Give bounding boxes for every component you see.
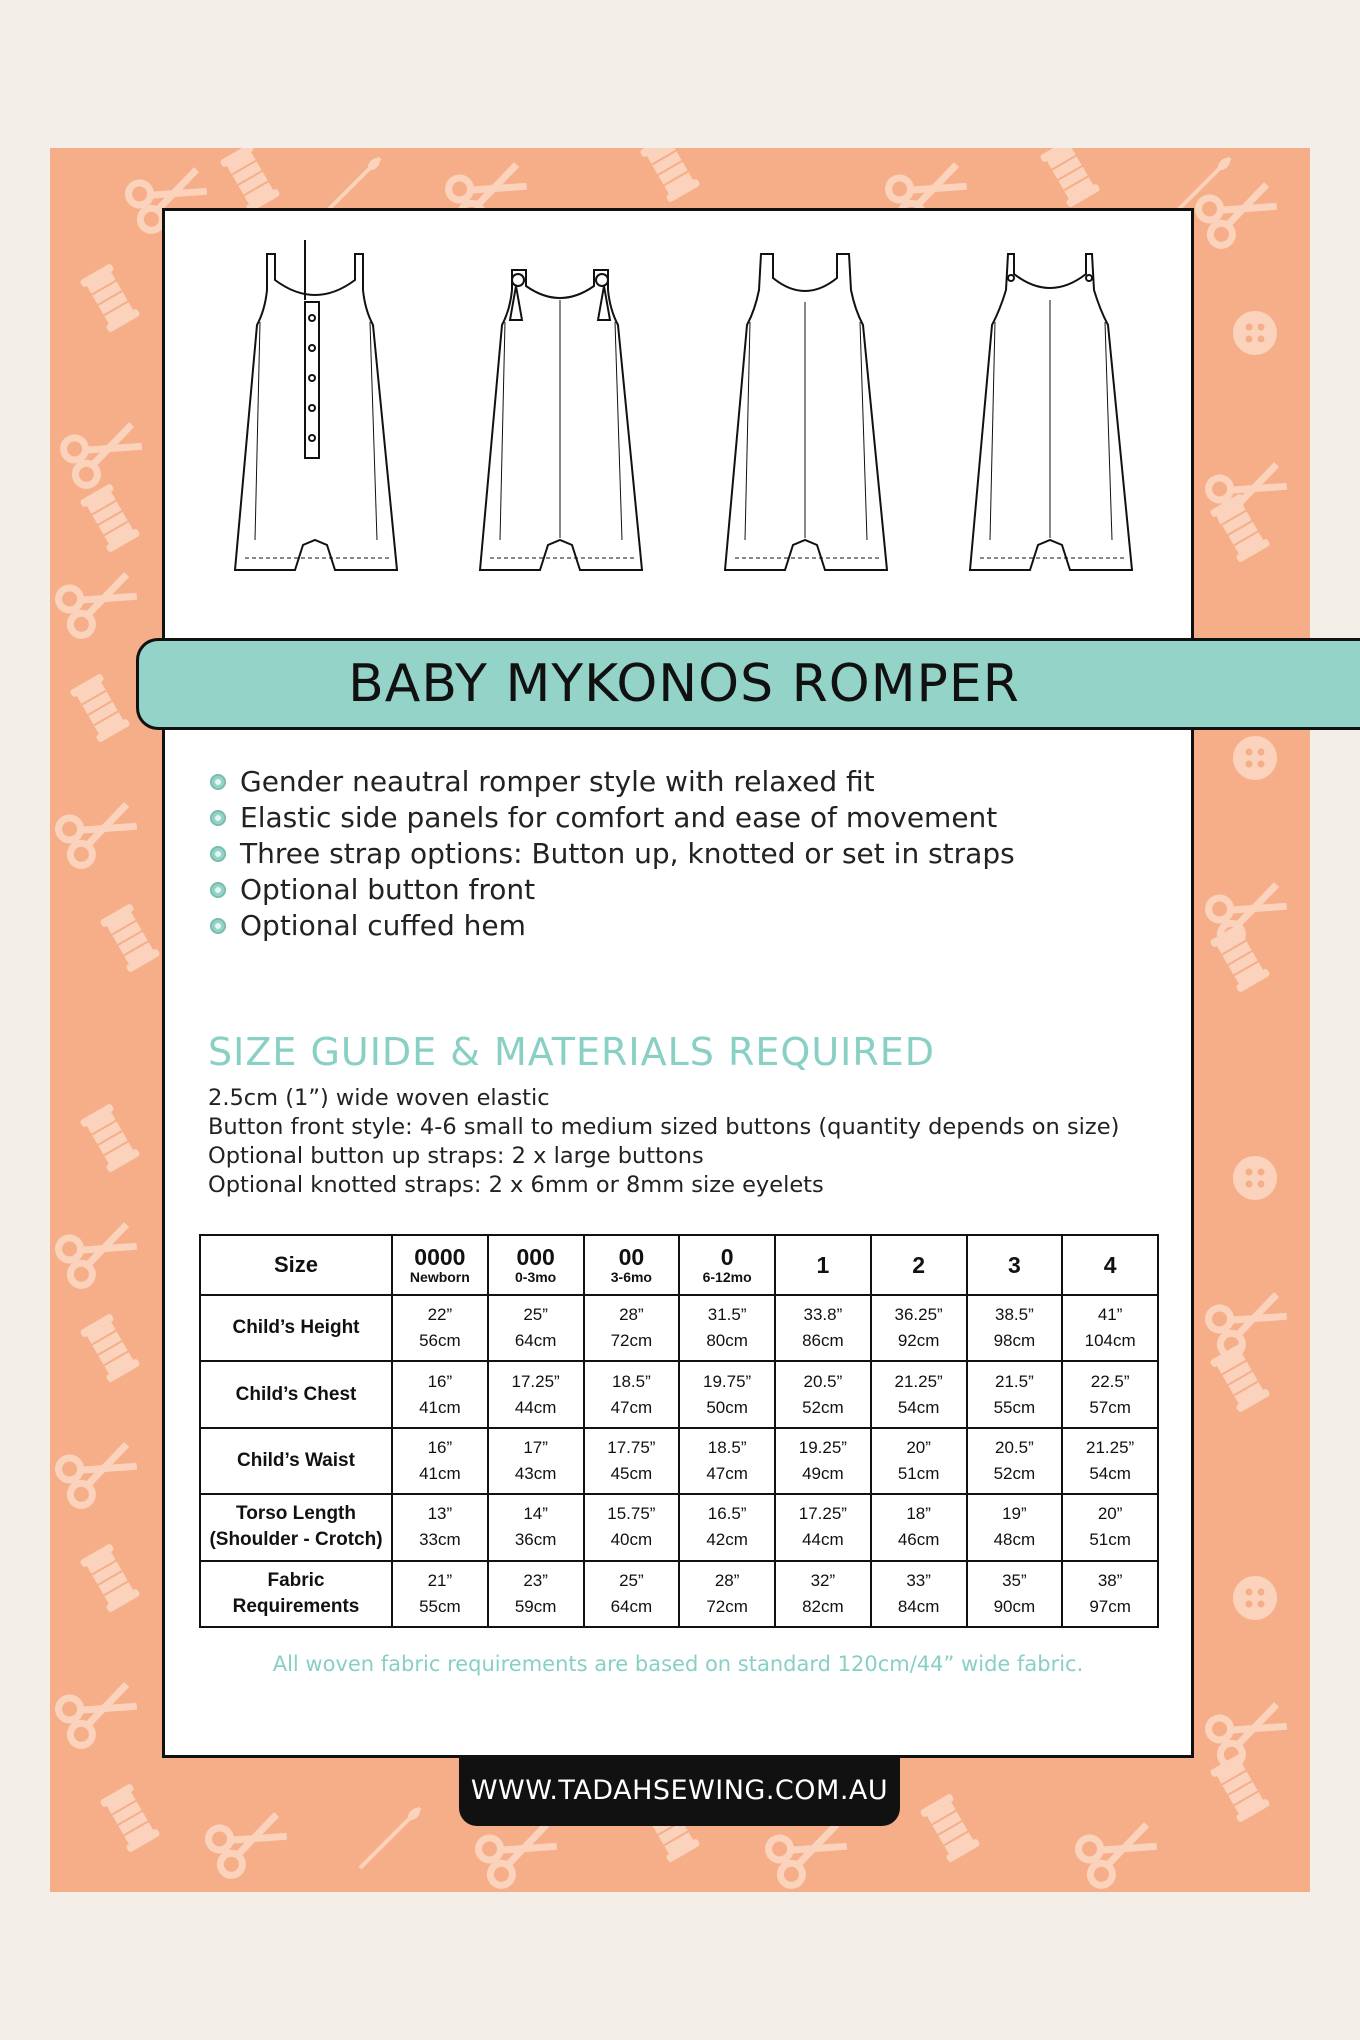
table-cell: 17.25” 44cm [775,1494,871,1560]
size-column-header: 4 [1062,1235,1158,1295]
row-label: Fabric Requirements [200,1561,392,1627]
table-cell: 18.5” 47cm [679,1428,775,1494]
table-cell: 28” 72cm [584,1295,680,1361]
website-pill[interactable] [459,1756,900,1826]
button-icon [210,810,226,826]
table-cell: 18” 46cm [871,1494,967,1560]
table-cell: 33.8” 86cm [775,1295,871,1361]
feature-item: Gender neautral romper style with relaxed fit [208,764,1015,800]
romper-drawing-button-front [235,240,397,570]
size-column-header: 0000 Newborn [392,1235,488,1295]
romper-drawing-button-straps [970,254,1132,570]
title-banner [136,638,1360,730]
table-cell: 18.5” 47cm [584,1361,680,1427]
table-row [200,1561,1158,1627]
table-cell: 19.75” 50cm [679,1361,775,1427]
table-cell: 28” 72cm [679,1561,775,1627]
table-cell: 20” 51cm [871,1428,967,1494]
table-row [200,1295,1158,1361]
pattern-title: BABY MYKONOS ROMPER [348,654,1020,714]
table-cell: 16” 41cm [392,1428,488,1494]
table-cell: 33” 84cm [871,1561,967,1627]
table-row [200,1361,1158,1427]
table-cell: 31.5” 80cm [679,1295,775,1361]
material-item: 2.5cm (1”) wide woven elastic [208,1085,550,1111]
table-cell: 21” 55cm [392,1561,488,1627]
table-cell: 21.5” 55cm [967,1361,1063,1427]
size-column-header: 00 3-6mo [584,1235,680,1295]
row-label: Torso Length (Shoulder - Crotch) [200,1494,392,1560]
table-cell: 23” 59cm [488,1561,584,1627]
table-cell: 22.5” 57cm [1062,1361,1158,1427]
feature-item: Optional button front [208,872,1015,908]
table-cell: 21.25” 54cm [871,1361,967,1427]
table-cell: 22” 56cm [392,1295,488,1361]
size-column-header: 2 [871,1235,967,1295]
table-cell: 19” 48cm [967,1494,1063,1560]
table-cell: 19.25” 49cm [775,1428,871,1494]
table-cell: 17” 43cm [488,1428,584,1494]
romper-technical-drawings [215,240,1155,610]
fabric-note: All woven fabric requirements are based on standard 120cm/44” wide fabric. [272,1652,1084,1676]
materials-list [208,1084,1119,1200]
button-icon [210,882,226,898]
feature-item: Three strap options: Button up, knotted or set in straps [208,836,1015,872]
table-cell: 20.5” 52cm [775,1361,871,1427]
table-cell: 15.75” 40cm [584,1494,680,1560]
table-cell: 41” 104cm [1062,1295,1158,1361]
table-cell: 13” 33cm [392,1494,488,1560]
size-column-header: 000 0-3mo [488,1235,584,1295]
romper-drawing-set-in [725,254,887,570]
size-column-header: 1 [775,1235,871,1295]
table-cell: 21.25” 54cm [1062,1428,1158,1494]
row-label: Child’s Waist [200,1428,392,1494]
material-item: Button front style: 4-6 small to medium sized buttons (quantity depends on size) [208,1114,1120,1140]
material-item: Optional knotted straps: 2 x 6mm or 8mm size eyelets [208,1172,824,1198]
table-cell: 36.25” 92cm [871,1295,967,1361]
table-cell: 38” 97cm [1062,1561,1158,1627]
material-item: Optional button up straps: 2 x large buttons [208,1143,704,1169]
table-cell: 17.75” 45cm [584,1428,680,1494]
feature-item: Elastic side panels for comfort and ease of movement [208,800,1015,836]
table-cell: 25” 64cm [584,1561,680,1627]
row-label: Child’s Height [200,1295,392,1361]
table-cell: 16.5” 42cm [679,1494,775,1560]
size-chart-table [199,1234,1159,1628]
table-cell: 20” 51cm [1062,1494,1158,1560]
size-corner-label: Size [200,1235,392,1295]
size-column-header: 0 6-12mo [679,1235,775,1295]
website-link[interactable]: WWW.TADAHSEWING.COM.AU [470,1775,889,1806]
table-cell: 25” 64cm [488,1295,584,1361]
table-row [200,1494,1158,1560]
size-guide-heading: SIZE GUIDE & MATERIALS REQUIRED [208,1030,936,1074]
table-row [200,1428,1158,1494]
button-icon [210,918,226,934]
feature-list [208,764,1015,944]
feature-item: Optional cuffed hem [208,908,1015,944]
table-cell: 35” 90cm [967,1561,1063,1627]
table-cell: 14” 36cm [488,1494,584,1560]
table-cell: 32” 82cm [775,1561,871,1627]
table-cell: 17.25” 44cm [488,1361,584,1427]
button-icon [210,846,226,862]
table-cell: 16” 41cm [392,1361,488,1427]
size-column-header: 3 [967,1235,1063,1295]
row-label: Child’s Chest [200,1361,392,1427]
table-cell: 38.5” 98cm [967,1295,1063,1361]
button-icon [210,774,226,790]
size-header-row [200,1235,1158,1295]
table-cell: 20.5” 52cm [967,1428,1063,1494]
romper-drawing-knotted [480,270,642,570]
